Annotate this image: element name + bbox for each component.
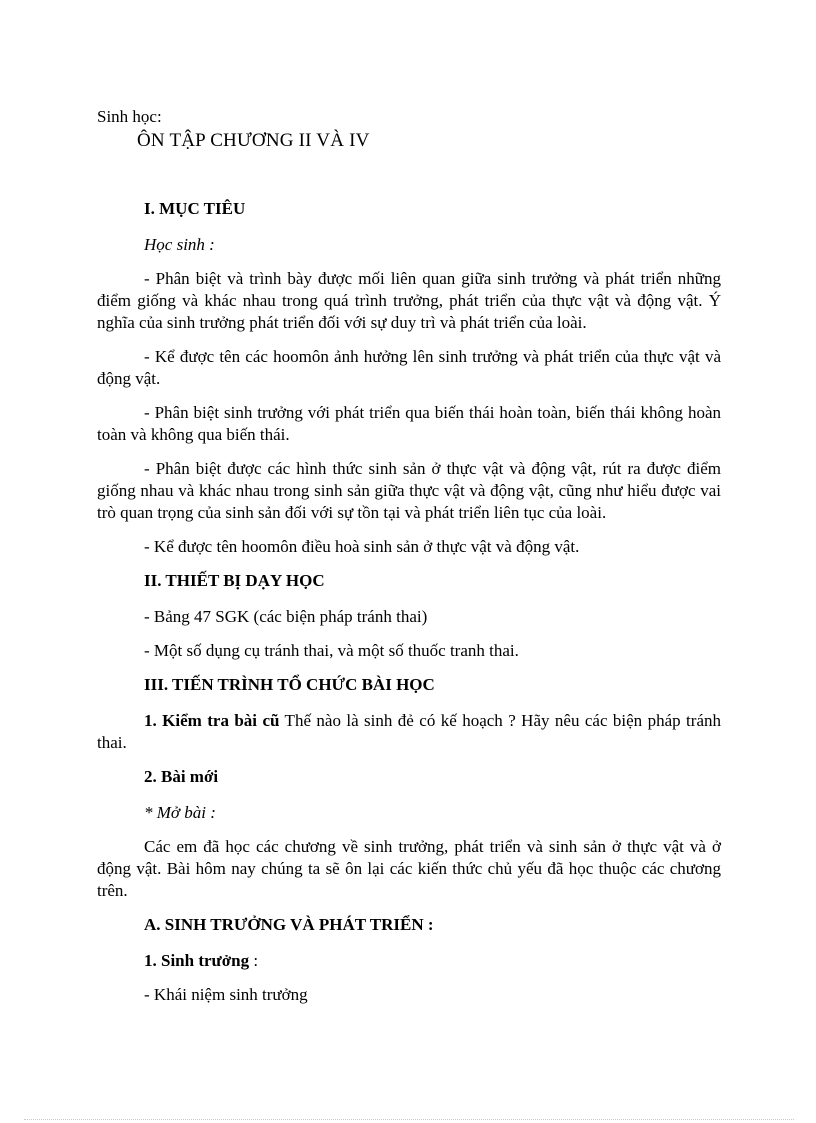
equipment-item-1: - Bảng 47 SGK (các biện pháp tránh thai): [144, 607, 428, 626]
section-heading-growth-development: A. SINH TRƯỞNG VÀ PHÁT TRIỂN :: [144, 915, 434, 934]
check-old-lesson-text: Thế nào là sinh đẻ có kế hoạch ? Hãy nêu các biện pháp tránh thai.: [97, 711, 721, 752]
document-body: [97, 198, 721, 1018]
objective-paragraph-3: - Phân biệt sinh trưởng với phát triển qua biến thái hoàn toàn, biến thái không hoàn toàn và không qua biến thái.: [97, 403, 721, 444]
growth-subheading: [97, 950, 721, 972]
document-title: ÔN TẬP CHƯƠNG II VÀ IV: [137, 130, 370, 151]
section-heading-objectives: I. MỤC TIÊU: [144, 199, 246, 218]
section-heading-procedure: III. TIẾN TRÌNH TỔ CHỨC BÀI HỌC: [144, 675, 435, 694]
objective-paragraph-4: - Phân biệt được các hình thức sinh sản ở thực vật và động vật, rút ra được điểm giống nhau và khác nhau trong sinh sản giữa thực vật và động vật, cũng như hiểu được vai trò quan trọng của sinh sản đối với sự tồn tại và phát triển liên tục của loài.: [97, 459, 721, 522]
check-old-lesson-label: 1. Kiểm tra bài cũ: [144, 711, 280, 730]
procedure-check-old-lesson: [97, 710, 721, 754]
section-heading-equipment: II. THIẾT BỊ DẠY HỌC: [144, 571, 325, 590]
procedure-new-lesson: 2. Bài mới: [144, 767, 219, 786]
growth-label-suffix: :: [249, 951, 259, 970]
growth-concept-item: - Khái niệm sinh trưởng: [144, 985, 308, 1004]
opening-label: * Mở bài :: [144, 803, 216, 822]
subject-label: Sinh học:: [97, 107, 162, 126]
page-bottom-dotted-border: [24, 1119, 794, 1120]
objective-paragraph-5: - Kể được tên hoomôn điều hoà sinh sản ở thực vật và động vật.: [144, 537, 580, 556]
objective-paragraph-2: - Kể được tên các hoomôn ảnh hưởng lên sinh trưởng và phát triển của thực vật và động vật.: [97, 347, 721, 388]
growth-label: 1. Sinh trưởng: [144, 951, 250, 970]
objectives-intro: Học sinh :: [144, 235, 215, 254]
objective-paragraph-1: - Phân biệt và trình bày được mối liên quan giữa sinh trưởng và phát triển những điểm giống và khác nhau trong quá trình trưởng, phát triển của thực vật và động vật. Ý nghĩa của sinh trưởng phát triển đối với sự duy trì và phát triển của loài.: [97, 269, 721, 332]
opening-text: Các em đã học các chương về sinh trưởng, phát triển và sinh sản ở thực vật và ở động vật. Bài hôm nay chúng ta sẽ ôn lại các kiến thức chủ yếu đã học thuộc các chương trên.: [97, 837, 721, 900]
equipment-item-2: - Một số dụng cụ tránh thai, và một số thuốc tranh thai.: [144, 641, 519, 660]
